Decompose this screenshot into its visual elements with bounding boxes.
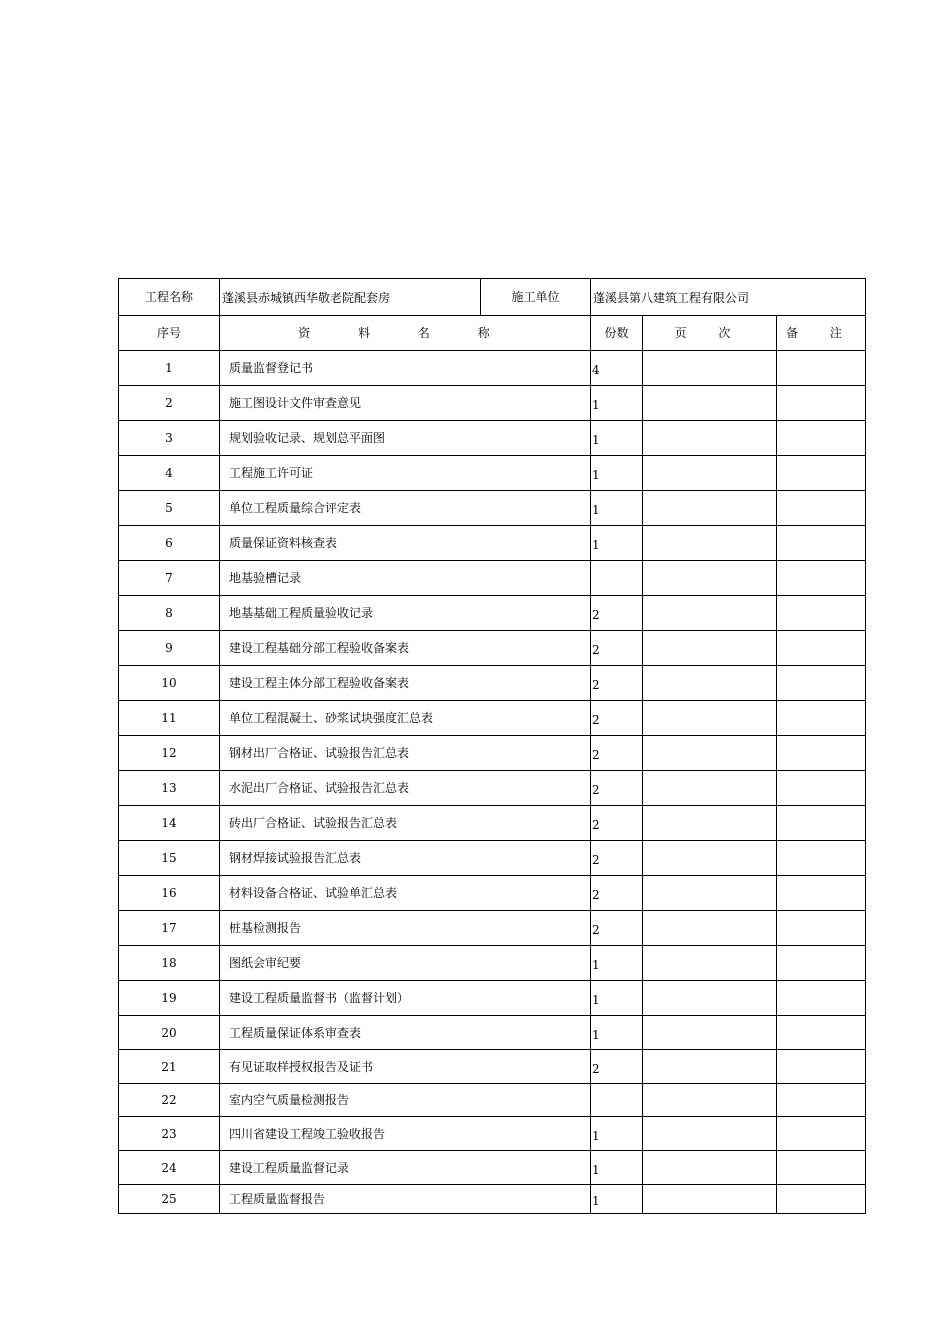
table-row [119,1151,866,1185]
row-copies: 2 [591,736,643,771]
row-name: 规划验收记录、规划总平面图 [220,421,591,456]
table-row [119,1117,866,1151]
row-pages [643,701,777,736]
table-row [119,771,866,806]
table-row [119,701,866,736]
row-copies: 4 [591,351,643,386]
row-remarks [777,421,866,456]
row-remarks [777,1050,866,1084]
row-name: 工程施工许可证 [220,456,591,491]
row-copies: 1 [591,981,643,1016]
row-seq: 21 [119,1050,220,1084]
row-name: 工程质量保证体系审查表 [220,1016,591,1050]
row-name: 有见证取样授权报告及证书 [220,1050,591,1084]
row-pages [643,421,777,456]
row-remarks [777,701,866,736]
row-copies: 1 [591,491,643,526]
table-row [119,946,866,981]
row-seq: 15 [119,841,220,876]
col-copies-header: 份数 [591,316,643,351]
row-remarks [777,386,866,421]
row-remarks [777,526,866,561]
document-table [118,278,866,1214]
table-row [119,596,866,631]
row-remarks [777,736,866,771]
row-seq: 11 [119,701,220,736]
row-name: 单位工程混凝土、砂浆试块强度汇总表 [220,701,591,736]
row-pages [643,946,777,981]
row-pages [643,1117,777,1151]
row-name: 地基基础工程质量验收记录 [220,596,591,631]
project-label: 工程名称 [119,279,220,316]
row-seq: 12 [119,736,220,771]
row-remarks [777,911,866,946]
row-copies: 1 [591,421,643,456]
row-seq: 18 [119,946,220,981]
row-pages [643,806,777,841]
row-copies: 1 [591,1117,643,1151]
row-remarks [777,1117,866,1151]
row-remarks [777,491,866,526]
row-name: 桩基检测报告 [220,911,591,946]
row-name: 地基验槽记录 [220,561,591,596]
table-row [119,491,866,526]
row-seq: 3 [119,421,220,456]
row-copies: 2 [591,701,643,736]
row-seq: 22 [119,1084,220,1117]
row-copies: 1 [591,1016,643,1050]
table-row [119,806,866,841]
row-name: 图纸会审纪要 [220,946,591,981]
row-seq: 13 [119,771,220,806]
col-pages-header: 页 次 [643,316,777,351]
row-seq: 8 [119,596,220,631]
row-copies: 2 [591,806,643,841]
row-remarks [777,806,866,841]
row-seq: 6 [119,526,220,561]
row-pages [643,596,777,631]
row-remarks [777,1151,866,1185]
row-seq: 19 [119,981,220,1016]
row-seq: 1 [119,351,220,386]
table-row [119,841,866,876]
row-remarks [777,946,866,981]
row-name: 水泥出厂合格证、试验报告汇总表 [220,771,591,806]
row-remarks [777,596,866,631]
row-remarks [777,666,866,701]
row-copies: 1 [591,946,643,981]
row-name: 钢材焊接试验报告汇总表 [220,841,591,876]
builder-label: 施工单位 [481,279,591,316]
table-row [119,351,866,386]
row-pages [643,841,777,876]
row-name: 四川省建设工程竣工验收报告 [220,1117,591,1151]
row-seq: 14 [119,806,220,841]
row-copies [591,561,643,596]
table-row [119,666,866,701]
col-name-header: 资 料 名 称 [220,316,591,351]
row-copies: 2 [591,876,643,911]
row-seq: 17 [119,911,220,946]
table-row [119,981,866,1016]
row-remarks [777,841,866,876]
row-seq: 10 [119,666,220,701]
table-row [119,1016,866,1050]
col-remarks-header: 备 注 [777,316,866,351]
table-row [119,1185,866,1214]
row-seq: 25 [119,1185,220,1214]
row-pages [643,771,777,806]
row-pages [643,351,777,386]
row-pages [643,456,777,491]
row-remarks [777,631,866,666]
row-copies: 2 [591,596,643,631]
row-copies: 2 [591,666,643,701]
builder-value: 蓬溪县第八建筑工程有限公司 [591,279,866,316]
row-copies: 2 [591,911,643,946]
row-name: 单位工程质量综合评定表 [220,491,591,526]
row-pages [643,1016,777,1050]
row-name: 材料设备合格证、试验单汇总表 [220,876,591,911]
row-name: 施工图设计文件审查意见 [220,386,591,421]
row-copies: 1 [591,1151,643,1185]
table-row [119,561,866,596]
row-copies: 2 [591,841,643,876]
row-pages [643,736,777,771]
row-pages [643,876,777,911]
row-copies [591,1084,643,1117]
row-name: 建设工程基础分部工程验收备案表 [220,631,591,666]
column-header-row [119,316,866,351]
row-pages [643,1084,777,1117]
row-pages [643,1151,777,1185]
row-pages [643,1185,777,1214]
row-pages [643,1050,777,1084]
row-remarks [777,1084,866,1117]
row-name: 砖出厂合格证、试验报告汇总表 [220,806,591,841]
row-name: 钢材出厂合格证、试验报告汇总表 [220,736,591,771]
row-remarks [777,876,866,911]
row-copies: 2 [591,1050,643,1084]
project-value: 蓬溪县赤城镇西华敬老院配套房 [220,279,481,316]
row-remarks [777,771,866,806]
table-row [119,386,866,421]
table-row [119,1084,866,1117]
row-seq: 9 [119,631,220,666]
row-copies: 1 [591,386,643,421]
table-row [119,736,866,771]
table-row [119,876,866,911]
row-name: 质量监督登记书 [220,351,591,386]
col-seq-header: 序号 [119,316,220,351]
row-pages [643,526,777,561]
row-seq: 24 [119,1151,220,1185]
row-seq: 23 [119,1117,220,1151]
table-row [119,911,866,946]
row-name: 工程质量监督报告 [220,1185,591,1214]
row-copies: 1 [591,526,643,561]
row-pages [643,491,777,526]
row-pages [643,386,777,421]
row-remarks [777,561,866,596]
row-name: 建设工程质量监督书（监督计划） [220,981,591,1016]
header-row [119,279,866,316]
row-pages [643,981,777,1016]
row-copies: 2 [591,631,643,666]
row-seq: 4 [119,456,220,491]
row-remarks [777,351,866,386]
table-row [119,421,866,456]
table-row [119,456,866,491]
row-pages [643,561,777,596]
row-name: 建设工程质量监督记录 [220,1151,591,1185]
row-pages [643,631,777,666]
row-seq: 7 [119,561,220,596]
row-remarks [777,1016,866,1050]
row-name: 室内空气质量检测报告 [220,1084,591,1117]
table-row [119,526,866,561]
row-pages [643,911,777,946]
table-row [119,631,866,666]
row-remarks [777,456,866,491]
row-copies: 1 [591,456,643,491]
row-name: 建设工程主体分部工程验收备案表 [220,666,591,701]
row-name: 质量保证资料核查表 [220,526,591,561]
row-seq: 2 [119,386,220,421]
row-remarks [777,1185,866,1214]
row-remarks [777,981,866,1016]
row-seq: 16 [119,876,220,911]
row-copies: 1 [591,1185,643,1214]
row-copies: 2 [591,771,643,806]
row-seq: 5 [119,491,220,526]
row-pages [643,666,777,701]
table-row [119,1050,866,1084]
row-seq: 20 [119,1016,220,1050]
